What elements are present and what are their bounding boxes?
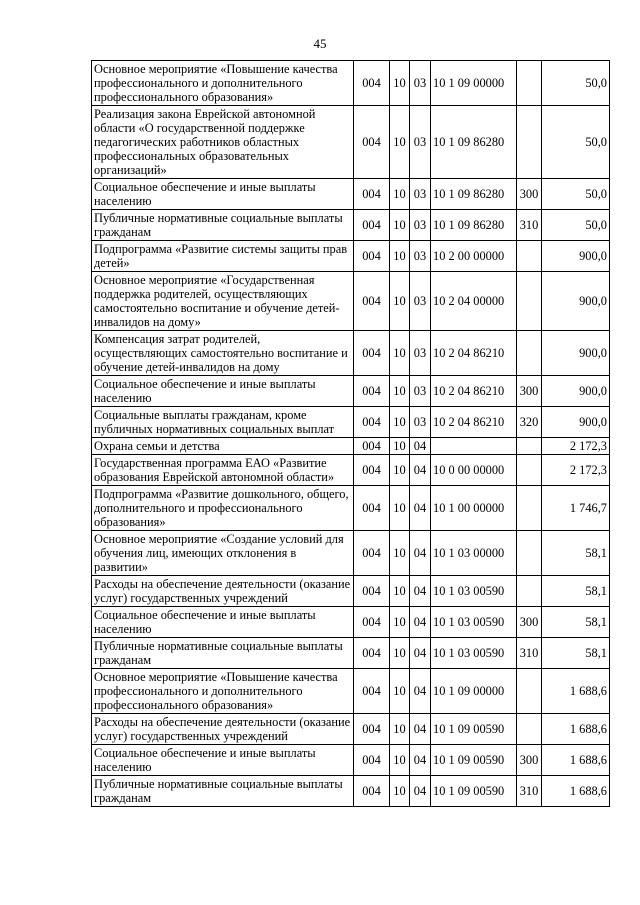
section-code-cell: 10 <box>390 576 410 607</box>
table-row <box>92 776 610 807</box>
target-article-cell: 10 1 09 00000 <box>431 61 517 106</box>
section-code-cell: 10 <box>390 531 410 576</box>
section-code-cell: 10 <box>390 407 410 438</box>
target-article-cell: 10 2 04 86210 <box>431 376 517 407</box>
section-code-cell: 10 <box>390 210 410 241</box>
table-row <box>92 210 610 241</box>
expense-type-cell: 300 <box>517 179 542 210</box>
expense-type-cell: 310 <box>517 638 542 669</box>
amount-cell: 900,0 <box>542 407 610 438</box>
target-article-cell: 10 0 00 00000 <box>431 455 517 486</box>
expense-name-cell: Основное мероприятие «Повышение качества профессионального и дополнительного профессионального образования» <box>92 61 354 106</box>
subsection-code-cell: 03 <box>410 210 431 241</box>
subsection-code-cell: 04 <box>410 455 431 486</box>
amount-cell: 58,1 <box>542 531 610 576</box>
page-number: 45 <box>313 36 327 51</box>
subsection-code-cell: 04 <box>410 607 431 638</box>
section-code-cell: 10 <box>390 714 410 745</box>
expense-type-cell <box>517 576 542 607</box>
subsection-code-cell: 04 <box>410 669 431 714</box>
expense-type-cell: 300 <box>517 745 542 776</box>
expense-name-cell: Основное мероприятие «Государственная поддержка родителей, осуществляющих самостоятельно воспитание и обучение детей-инвалидов на дому» <box>92 272 354 331</box>
expense-name-cell: Охрана семьи и детства <box>92 438 354 455</box>
expense-type-cell <box>517 438 542 455</box>
subsection-code-cell: 04 <box>410 576 431 607</box>
target-article-cell: 10 2 04 86210 <box>431 407 517 438</box>
section-code-cell: 10 <box>390 61 410 106</box>
target-article-cell: 10 1 03 00590 <box>431 607 517 638</box>
expense-name-cell: Основное мероприятие «Создание условий для обучения лиц, имеющих отклонения в развитии» <box>92 531 354 576</box>
target-article-cell: 10 2 04 86210 <box>431 331 517 376</box>
budget-table-body <box>92 61 610 807</box>
subsection-code-cell: 04 <box>410 486 431 531</box>
table-row <box>92 576 610 607</box>
amount-cell: 50,0 <box>542 210 610 241</box>
expense-name-cell: Публичные нормативные социальные выплаты гражданам <box>92 776 354 807</box>
table-row <box>92 407 610 438</box>
expense-name-cell: Социальные выплаты гражданам, кроме публичных нормативных социальных выплат <box>92 407 354 438</box>
expense-type-cell <box>517 331 542 376</box>
admin-code-cell: 004 <box>354 210 390 241</box>
target-article-cell <box>431 438 517 455</box>
subsection-code-cell: 03 <box>410 61 431 106</box>
table-row <box>92 714 610 745</box>
admin-code-cell: 004 <box>354 776 390 807</box>
amount-cell: 900,0 <box>542 331 610 376</box>
table-row <box>92 272 610 331</box>
table-row <box>92 669 610 714</box>
admin-code-cell: 004 <box>354 61 390 106</box>
amount-cell: 1 688,6 <box>542 669 610 714</box>
expense-name-cell: Государственная программа ЕАО «Развитие образования Еврейской автономной области» <box>92 455 354 486</box>
subsection-code-cell: 04 <box>410 745 431 776</box>
amount-cell: 900,0 <box>542 272 610 331</box>
subsection-code-cell: 03 <box>410 106 431 179</box>
expense-name-cell: Социальное обеспечение и иные выплаты населению <box>92 179 354 210</box>
amount-cell: 900,0 <box>542 376 610 407</box>
section-code-cell: 10 <box>390 638 410 669</box>
target-article-cell: 10 1 09 86280 <box>431 179 517 210</box>
admin-code-cell: 004 <box>354 607 390 638</box>
expense-type-cell <box>517 106 542 179</box>
admin-code-cell: 004 <box>354 486 390 531</box>
section-code-cell: 10 <box>390 272 410 331</box>
subsection-code-cell: 03 <box>410 179 431 210</box>
target-article-cell: 10 1 03 00590 <box>431 576 517 607</box>
expense-name-cell: Подпрограмма «Развитие системы защиты прав детей» <box>92 241 354 272</box>
target-article-cell: 10 2 04 00000 <box>431 272 517 331</box>
subsection-code-cell: 03 <box>410 241 431 272</box>
section-code-cell: 10 <box>390 669 410 714</box>
admin-code-cell: 004 <box>354 241 390 272</box>
expense-name-cell: Компенсация затрат родителей, осуществляющих самостоятельно воспитание и обучение детей-инвалидов на дому <box>92 331 354 376</box>
target-article-cell: 10 1 09 86280 <box>431 210 517 241</box>
subsection-code-cell: 04 <box>410 638 431 669</box>
target-article-cell: 10 1 03 00000 <box>431 531 517 576</box>
subsection-code-cell: 04 <box>410 714 431 745</box>
expense-name-cell: Социальное обеспечение и иные выплаты населению <box>92 607 354 638</box>
expense-type-cell <box>517 669 542 714</box>
admin-code-cell: 004 <box>354 438 390 455</box>
target-article-cell: 10 1 09 86280 <box>431 106 517 179</box>
table-row <box>92 331 610 376</box>
table-row <box>92 455 610 486</box>
admin-code-cell: 004 <box>354 669 390 714</box>
amount-cell: 2 172,3 <box>542 455 610 486</box>
amount-cell: 50,0 <box>542 179 610 210</box>
expense-name-cell: Расходы на обеспечение деятельности (оказание услуг) государственных учреждений <box>92 714 354 745</box>
section-code-cell: 10 <box>390 745 410 776</box>
admin-code-cell: 004 <box>354 179 390 210</box>
section-code-cell: 10 <box>390 776 410 807</box>
amount-cell: 1 688,6 <box>542 776 610 807</box>
table-row <box>92 61 610 106</box>
expense-name-cell: Социальное обеспечение и иные выплаты населению <box>92 376 354 407</box>
admin-code-cell: 004 <box>354 272 390 331</box>
subsection-code-cell: 04 <box>410 531 431 576</box>
target-article-cell: 10 1 09 00590 <box>431 714 517 745</box>
amount-cell: 1 688,6 <box>542 714 610 745</box>
table-row <box>92 531 610 576</box>
expense-name-cell: Публичные нормативные социальные выплаты гражданам <box>92 210 354 241</box>
section-code-cell: 10 <box>390 241 410 272</box>
expense-type-cell: 300 <box>517 607 542 638</box>
subsection-code-cell: 03 <box>410 272 431 331</box>
admin-code-cell: 004 <box>354 714 390 745</box>
amount-cell: 50,0 <box>542 61 610 106</box>
subsection-code-cell: 04 <box>410 776 431 807</box>
expense-type-cell: 320 <box>517 407 542 438</box>
expense-name-cell: Реализация закона Еврейской автономной области «О государственной поддержке педагогических работников областных профессиональных образовательных организаций» <box>92 106 354 179</box>
table-row <box>92 438 610 455</box>
admin-code-cell: 004 <box>354 531 390 576</box>
table-row <box>92 106 610 179</box>
section-code-cell: 10 <box>390 486 410 531</box>
amount-cell: 900,0 <box>542 241 610 272</box>
admin-code-cell: 004 <box>354 106 390 179</box>
expense-name-cell: Публичные нормативные социальные выплаты гражданам <box>92 638 354 669</box>
amount-cell: 1 746,7 <box>542 486 610 531</box>
expense-type-cell <box>517 486 542 531</box>
expense-name-cell: Расходы на обеспечение деятельности (оказание услуг) государственных учреждений <box>92 576 354 607</box>
expense-type-cell <box>517 241 542 272</box>
table-row <box>92 486 610 531</box>
table-row <box>92 607 610 638</box>
table-row <box>92 241 610 272</box>
section-code-cell: 10 <box>390 106 410 179</box>
subsection-code-cell: 04 <box>410 438 431 455</box>
admin-code-cell: 004 <box>354 331 390 376</box>
admin-code-cell: 004 <box>354 638 390 669</box>
amount-cell: 58,1 <box>542 607 610 638</box>
target-article-cell: 10 1 03 00590 <box>431 638 517 669</box>
admin-code-cell: 004 <box>354 407 390 438</box>
target-article-cell: 10 1 09 00000 <box>431 669 517 714</box>
expense-name-cell: Подпрограмма «Развитие дошкольного, общего, дополнительного и профессионального образования» <box>92 486 354 531</box>
target-article-cell: 10 1 09 00590 <box>431 745 517 776</box>
amount-cell: 2 172,3 <box>542 438 610 455</box>
amount-cell: 58,1 <box>542 638 610 669</box>
admin-code-cell: 004 <box>354 745 390 776</box>
expense-type-cell: 310 <box>517 210 542 241</box>
expense-type-cell <box>517 61 542 106</box>
table-row <box>92 638 610 669</box>
section-code-cell: 10 <box>390 179 410 210</box>
amount-cell: 58,1 <box>542 576 610 607</box>
table-row <box>92 745 610 776</box>
target-article-cell: 10 2 00 00000 <box>431 241 517 272</box>
expense-type-cell: 300 <box>517 376 542 407</box>
expense-name-cell: Основное мероприятие «Повышение качества профессионального и дополнительного профессионального образования» <box>92 669 354 714</box>
table-row <box>92 376 610 407</box>
amount-cell: 1 688,6 <box>542 745 610 776</box>
subsection-code-cell: 03 <box>410 331 431 376</box>
subsection-code-cell: 03 <box>410 407 431 438</box>
admin-code-cell: 004 <box>354 576 390 607</box>
expense-type-cell: 310 <box>517 776 542 807</box>
expense-type-cell <box>517 714 542 745</box>
budget-table <box>91 60 610 807</box>
amount-cell: 50,0 <box>542 106 610 179</box>
section-code-cell: 10 <box>390 607 410 638</box>
expense-type-cell <box>517 531 542 576</box>
expense-name-cell: Социальное обеспечение и иные выплаты населению <box>92 745 354 776</box>
section-code-cell: 10 <box>390 376 410 407</box>
target-article-cell: 10 1 09 00590 <box>431 776 517 807</box>
expense-type-cell <box>517 272 542 331</box>
expense-type-cell <box>517 455 542 486</box>
section-code-cell: 10 <box>390 331 410 376</box>
target-article-cell: 10 1 00 00000 <box>431 486 517 531</box>
admin-code-cell: 004 <box>354 455 390 486</box>
subsection-code-cell: 03 <box>410 376 431 407</box>
section-code-cell: 10 <box>390 455 410 486</box>
section-code-cell: 10 <box>390 438 410 455</box>
admin-code-cell: 004 <box>354 376 390 407</box>
table-row <box>92 179 610 210</box>
